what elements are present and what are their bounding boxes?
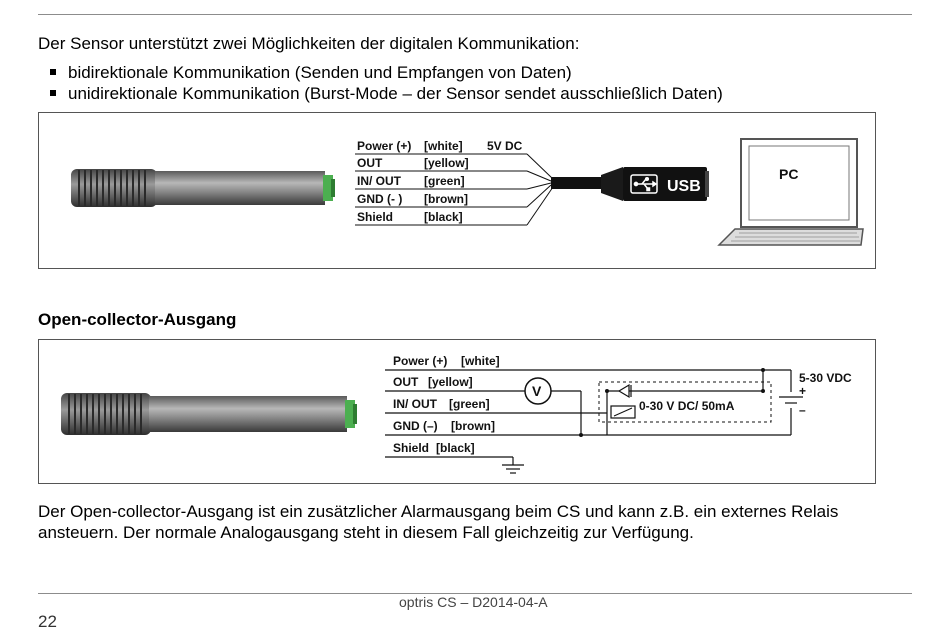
wire-color-yellow: [yellow] (428, 375, 473, 389)
voltage-label: 5V DC (487, 139, 523, 153)
wire-color-green: [green] (424, 174, 465, 188)
voltmeter-symbol: V (532, 383, 542, 399)
wire-label-inout: IN/ OUT (393, 397, 437, 411)
bullet-item-unidirectional: unidirektionale Kommunikation (Burst-Mode – der Sensor sendet ausschließlich Daten) (68, 84, 723, 103)
wire-color-white: [white] (461, 354, 500, 368)
open-collector-heading: Open-collector-Ausgang (38, 310, 237, 329)
intro-text: Der Sensor unterstützt zwei Möglichkeiten der digitalen Kommunikation: (38, 34, 580, 53)
wire-label-shield: Shield (357, 210, 394, 224)
wire-color-green: [green] (449, 397, 490, 411)
load-rating-label: 0-30 V DC/ 50mA (639, 399, 735, 413)
page-number: 22 (38, 612, 57, 631)
wire-label-inout: IN/ OUT (357, 174, 401, 188)
wire-color-white: [white] (424, 139, 463, 153)
usb-wiring-figure (38, 112, 876, 269)
wire-label-power: Power (+) (393, 354, 448, 368)
sensor-graphic (61, 393, 357, 435)
pc-graphic (719, 139, 863, 245)
supply-voltage-label: 5-30 VDC (799, 371, 852, 385)
bullet-marker (50, 69, 56, 75)
wire-color-brown: [brown] (451, 419, 495, 433)
top-rule (38, 14, 912, 15)
supply-minus-label: – (799, 403, 806, 417)
wire-color-black: [black] (436, 441, 475, 455)
supply-plus-label: + (799, 384, 807, 398)
sensor-graphic (71, 169, 335, 207)
wire-label-power: Power (+) (357, 139, 412, 153)
footer-doc-id: optris CS – D2014-04-A (399, 594, 548, 610)
bullet-item-bidirectional: bidirektionale Kommunikation (Senden und Empfangen von Daten) (68, 63, 572, 82)
wire-color-brown: [brown] (424, 192, 468, 206)
pc-label: PC (779, 166, 799, 182)
wire-label-gnd: GND (- ) (357, 192, 403, 206)
wire-label-out: OUT (393, 375, 419, 389)
usb-label: USB (667, 178, 701, 195)
wire-label-gnd: GND (–) (393, 419, 438, 433)
wire-color-black: [black] (424, 210, 463, 224)
wire-color-yellow: [yellow] (424, 156, 469, 170)
usb-plug-graphic (551, 167, 709, 201)
wire-label-shield: Shield (393, 441, 430, 455)
open-collector-figure (38, 339, 876, 484)
bullet-marker (50, 90, 56, 96)
wire-label-out: OUT (357, 156, 383, 170)
body-paragraph: Der Open-collector-Ausgang ist ein zusätzlicher Alarmausgang beim CS und kann z.B. ein externes Relais ansteuern. Der normale Analogausgang steht in diesem Fall gleichzeitig zur Verfügung. (38, 502, 839, 542)
